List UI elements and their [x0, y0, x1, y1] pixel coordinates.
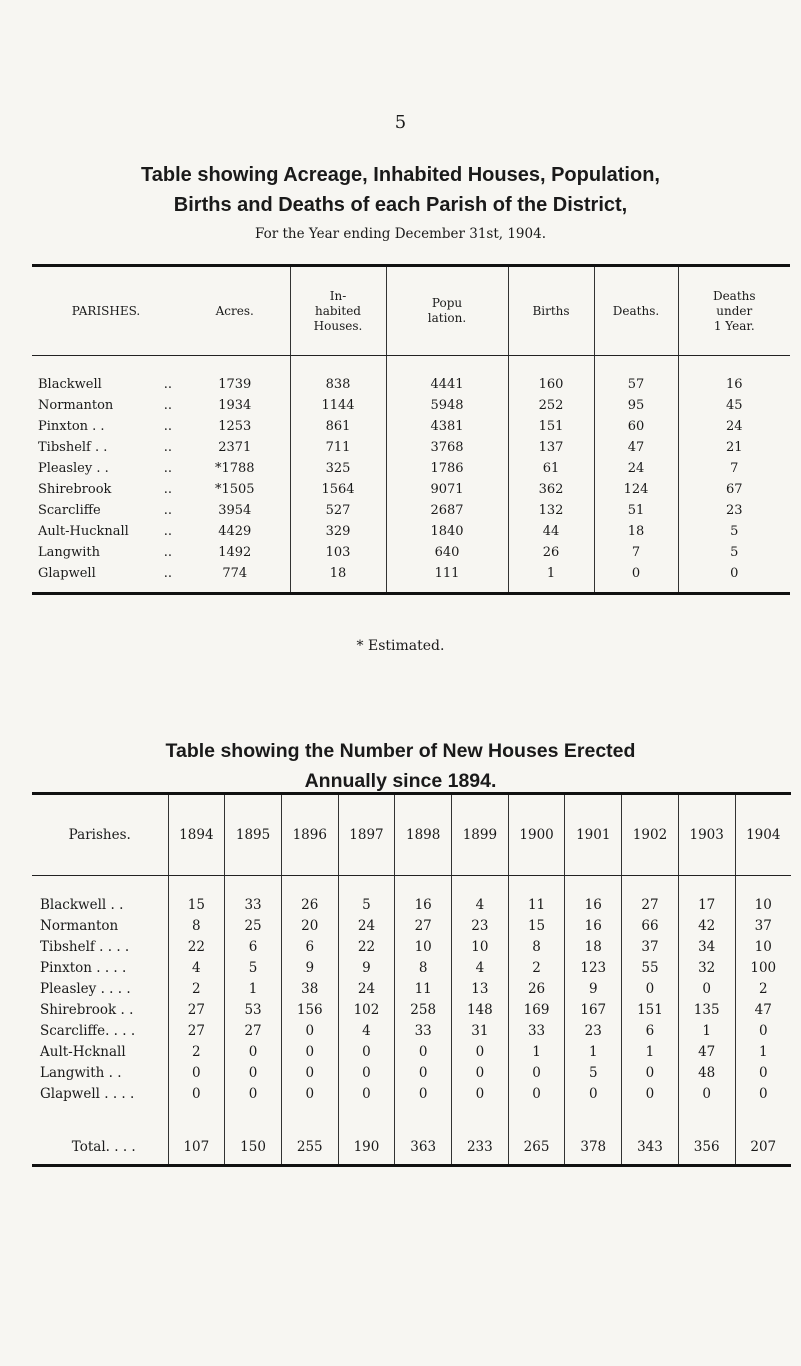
houses-erected-value: 55	[622, 957, 679, 978]
header-births: Births	[508, 266, 594, 356]
houses-erected-value: 1	[225, 978, 282, 999]
houses-erected-value: 27	[168, 1020, 225, 1041]
leader-dots: ..	[163, 419, 172, 434]
houses-erected-value: 6	[281, 936, 338, 957]
total-row	[32, 1130, 791, 1166]
parish-name: Blackwell	[38, 377, 102, 392]
houses-value: 325	[290, 458, 386, 479]
births-value: 160	[508, 356, 594, 396]
leader-dots: ..	[163, 503, 172, 518]
births-value: 137	[508, 437, 594, 458]
parish-name: Tibshelf . .	[38, 440, 108, 455]
houses-erected-value: 100	[735, 957, 791, 978]
houses-erected-value: 6	[225, 936, 282, 957]
spacer-cell	[32, 1104, 168, 1130]
houses-erected-value: 0	[395, 1062, 452, 1083]
table-row	[32, 500, 790, 521]
acres-value: 1739	[218, 377, 252, 392]
infant-deaths-value: 23	[678, 500, 790, 521]
leader-dots: ..	[163, 440, 172, 455]
deaths-value: 95	[594, 395, 678, 416]
table-row	[32, 356, 790, 396]
table-row	[32, 458, 790, 479]
population-value: 5948	[386, 395, 508, 416]
houses-erected-value: 2	[735, 978, 791, 999]
houses-erected-value: 2	[168, 1041, 225, 1062]
houses-erected-value: 1	[565, 1041, 622, 1062]
parish-name: Langwith . .	[40, 1064, 122, 1081]
parish-name: Glapwell . . . .	[40, 1085, 135, 1102]
houses-erected-value: 27	[395, 915, 452, 936]
houses-erected-value: 2	[168, 978, 225, 999]
new-houses-table	[32, 792, 791, 1167]
parish-name: Pleasley . .	[38, 461, 109, 476]
houses-erected-value: 33	[225, 876, 282, 916]
header-year: 1895	[225, 794, 282, 876]
houses-erected-value: 47	[735, 999, 791, 1020]
spacer-cell	[281, 1104, 338, 1130]
spacer-cell	[225, 1104, 282, 1130]
acres-value: 1934	[218, 398, 252, 413]
table1-title-line2: Births and Deaths of each Parish of the District,	[173, 194, 628, 216]
parish-name: Pinxton . .	[38, 419, 105, 434]
spacer-cell	[395, 1104, 452, 1130]
spacer-cell	[452, 1104, 509, 1130]
table-row	[32, 1062, 791, 1083]
houses-erected-value: 23	[565, 1020, 622, 1041]
houses-erected-value: 0	[508, 1083, 565, 1104]
houses-erected-value: 18	[565, 936, 622, 957]
houses-erected-value: 0	[225, 1083, 282, 1104]
leader-dots: ..	[163, 545, 172, 560]
houses-erected-value: 0	[452, 1062, 509, 1083]
houses-value: 18	[290, 563, 386, 594]
spacer-cell	[735, 1104, 791, 1130]
houses-erected-value: 0	[395, 1041, 452, 1062]
houses-value: 1564	[290, 479, 386, 500]
spacer-cell	[168, 1104, 225, 1130]
houses-erected-value: 0	[281, 1062, 338, 1083]
houses-erected-value: 151	[622, 999, 679, 1020]
houses-erected-value: 0	[565, 1083, 622, 1104]
houses-erected-value: 156	[281, 999, 338, 1020]
houses-erected-value: 9	[338, 957, 395, 978]
houses-erected-value: 48	[678, 1062, 735, 1083]
houses-erected-value: 10	[735, 936, 791, 957]
acres-value: 4429	[218, 524, 252, 539]
houses-erected-value: 38	[281, 978, 338, 999]
table-row	[32, 1083, 791, 1104]
houses-erected-value: 0	[225, 1041, 282, 1062]
total-value: 356	[678, 1130, 735, 1166]
houses-erected-value: 8	[168, 915, 225, 936]
houses-erected-value: 1	[508, 1041, 565, 1062]
parish-name: Pinxton . . . .	[40, 959, 127, 976]
header-year: 1901	[565, 794, 622, 876]
header-year: 1897	[338, 794, 395, 876]
header-year: 1903	[678, 794, 735, 876]
houses-erected-value: 2	[508, 957, 565, 978]
houses-erected-value: 4	[452, 876, 509, 916]
deaths-value: 0	[594, 563, 678, 594]
deaths-value: 51	[594, 500, 678, 521]
leader-dots: ..	[163, 566, 172, 581]
total-label: Total. . . .	[71, 1139, 136, 1155]
deaths-value: 124	[594, 479, 678, 500]
houses-erected-value: 0	[395, 1083, 452, 1104]
parish-name: Normanton	[40, 917, 119, 934]
houses-erected-value: 33	[508, 1020, 565, 1041]
parish-name: Scarcliffe	[38, 503, 101, 518]
table-row	[32, 978, 791, 999]
houses-erected-value: 0	[338, 1083, 395, 1104]
header-acres: Acres.	[180, 266, 290, 356]
births-value: 132	[508, 500, 594, 521]
houses-erected-value: 0	[281, 1020, 338, 1041]
total-value: 107	[168, 1130, 225, 1166]
houses-erected-value: 26	[281, 876, 338, 916]
total-value: 343	[622, 1130, 679, 1166]
infant-deaths-value: 24	[678, 416, 790, 437]
houses-erected-value: 16	[565, 876, 622, 916]
infant-deaths-value: 5	[678, 521, 790, 542]
header-year: 1899	[452, 794, 509, 876]
table-row	[32, 1041, 791, 1062]
births-value: 61	[508, 458, 594, 479]
table2-title	[0, 736, 801, 796]
population-value: 4381	[386, 416, 508, 437]
spacer-cell	[565, 1104, 622, 1130]
acres-value: 774	[222, 566, 248, 581]
houses-erected-value: 148	[452, 999, 509, 1020]
acres-value: *1788	[214, 461, 255, 476]
header-year: 1896	[281, 794, 338, 876]
houses-erected-value: 0	[622, 1083, 679, 1104]
births-value: 151	[508, 416, 594, 437]
houses-erected-value: 4	[168, 957, 225, 978]
total-value: 190	[338, 1130, 395, 1166]
table-row	[32, 1020, 791, 1041]
population-value: 111	[386, 563, 508, 594]
houses-erected-value: 0	[281, 1041, 338, 1062]
table-row	[32, 521, 790, 542]
houses-erected-value: 42	[678, 915, 735, 936]
leader-dots: ..	[163, 398, 172, 413]
houses-erected-value: 9	[565, 978, 622, 999]
houses-erected-value: 0	[168, 1083, 225, 1104]
houses-erected-value: 53	[225, 999, 282, 1020]
houses-erected-value: 27	[225, 1020, 282, 1041]
houses-erected-value: 66	[622, 915, 679, 936]
houses-erected-value: 1	[735, 1041, 791, 1062]
acres-value: 2371	[218, 440, 252, 455]
leader-dots: ..	[163, 482, 172, 497]
houses-erected-value: 11	[395, 978, 452, 999]
deaths-value: 24	[594, 458, 678, 479]
table2-header-row	[32, 794, 791, 876]
infant-deaths-value: 16	[678, 356, 790, 396]
houses-erected-value: 1	[622, 1041, 679, 1062]
houses-value: 838	[290, 356, 386, 396]
births-value: 26	[508, 542, 594, 563]
houses-erected-value: 4	[338, 1020, 395, 1041]
population-value: 640	[386, 542, 508, 563]
table2-title-line2: Annually since 1894.	[304, 770, 497, 792]
header-year: 1900	[508, 794, 565, 876]
header-inhabited-houses: In- habited Houses.	[290, 266, 386, 356]
header-year: 1898	[395, 794, 452, 876]
houses-erected-value: 15	[508, 915, 565, 936]
houses-erected-value: 123	[565, 957, 622, 978]
header-year: 1902	[622, 794, 679, 876]
houses-erected-value: 17	[678, 876, 735, 916]
houses-erected-value: 15	[168, 876, 225, 916]
spacer-cell	[338, 1104, 395, 1130]
houses-erected-value: 25	[225, 915, 282, 936]
parish-name: Langwith	[38, 545, 100, 560]
houses-erected-value: 135	[678, 999, 735, 1020]
population-value: 1786	[386, 458, 508, 479]
houses-erected-value: 10	[452, 936, 509, 957]
footnote-estimated: * Estimated.	[356, 638, 445, 654]
total-value: 255	[281, 1130, 338, 1166]
table2-title-line1: Table showing the Number of New Houses Erected	[165, 740, 636, 762]
houses-erected-value: 20	[281, 915, 338, 936]
houses-erected-value: 0	[338, 1062, 395, 1083]
parish-name: Ault-Hucknall	[38, 524, 129, 539]
houses-erected-value: 0	[338, 1041, 395, 1062]
houses-erected-value: 0	[168, 1062, 225, 1083]
houses-erected-value: 1	[678, 1020, 735, 1041]
deaths-value: 47	[594, 437, 678, 458]
houses-erected-value: 37	[622, 936, 679, 957]
houses-erected-value: 8	[395, 957, 452, 978]
houses-erected-value: 32	[678, 957, 735, 978]
houses-value: 711	[290, 437, 386, 458]
houses-erected-value: 10	[735, 876, 791, 916]
infant-deaths-value: 7	[678, 458, 790, 479]
houses-erected-value: 13	[452, 978, 509, 999]
parish-name: Blackwell . .	[40, 896, 124, 913]
header-parishes: Parishes.	[32, 794, 168, 876]
houses-erected-value: 37	[735, 915, 791, 936]
table-row	[32, 999, 791, 1020]
houses-erected-value: 167	[565, 999, 622, 1020]
table1-header-row	[32, 266, 790, 356]
table-row	[32, 936, 791, 957]
leader-dots: ..	[163, 461, 172, 476]
infant-deaths-value: 21	[678, 437, 790, 458]
parish-name: Scarcliffe. . . .	[40, 1022, 136, 1039]
page-number: 5	[394, 112, 407, 133]
houses-erected-value: 0	[452, 1041, 509, 1062]
header-year: 1904	[735, 794, 791, 876]
total-value: 207	[735, 1130, 791, 1166]
table-row	[32, 876, 791, 916]
leader-dots: ..	[163, 524, 172, 539]
table1-title	[0, 160, 801, 220]
houses-erected-value: 34	[678, 936, 735, 957]
spacer-row	[32, 1104, 791, 1130]
acres-value: 1492	[218, 545, 252, 560]
table-row	[32, 416, 790, 437]
houses-erected-value: 4	[452, 957, 509, 978]
houses-erected-value: 0	[735, 1083, 791, 1104]
parish-name: Ault-Hcknall	[40, 1043, 126, 1060]
houses-erected-value: 8	[508, 936, 565, 957]
acres-value: 3954	[218, 503, 252, 518]
parish-name: Normanton	[38, 398, 114, 413]
acres-value: *1505	[214, 482, 255, 497]
houses-erected-value: 0	[622, 978, 679, 999]
houses-value: 329	[290, 521, 386, 542]
houses-erected-value: 0	[452, 1083, 509, 1104]
table-row	[32, 395, 790, 416]
houses-value: 1144	[290, 395, 386, 416]
table-row	[32, 957, 791, 978]
table-row	[32, 437, 790, 458]
houses-erected-value: 5	[338, 876, 395, 916]
parish-name: Glapwell	[38, 566, 96, 581]
population-value: 3768	[386, 437, 508, 458]
houses-erected-value: 6	[622, 1020, 679, 1041]
header-deaths: Deaths.	[594, 266, 678, 356]
houses-erected-value: 169	[508, 999, 565, 1020]
infant-deaths-value: 67	[678, 479, 790, 500]
houses-erected-value: 11	[508, 876, 565, 916]
houses-erected-value: 0	[735, 1020, 791, 1041]
infant-deaths-value: 5	[678, 542, 790, 563]
deaths-value: 18	[594, 521, 678, 542]
houses-erected-value: 102	[338, 999, 395, 1020]
houses-erected-value: 5	[565, 1062, 622, 1083]
houses-value: 527	[290, 500, 386, 521]
houses-erected-value: 27	[168, 999, 225, 1020]
houses-erected-value: 10	[395, 936, 452, 957]
houses-erected-value: 9	[281, 957, 338, 978]
houses-erected-value: 0	[622, 1062, 679, 1083]
table1-title-line1: Table showing Acreage, Inhabited Houses, Population,	[141, 164, 660, 186]
houses-erected-value: 16	[565, 915, 622, 936]
header-parishes: PARISHES.	[32, 266, 180, 356]
houses-erected-value: 47	[678, 1041, 735, 1062]
parish-name: Pleasley . . . .	[40, 980, 131, 997]
houses-value: 861	[290, 416, 386, 437]
parish-name: Shirebrook . .	[40, 1001, 134, 1018]
header-year: 1894	[168, 794, 225, 876]
parish-name: Shirebrook	[38, 482, 112, 497]
houses-erected-value: 31	[452, 1020, 509, 1041]
houses-erected-value: 258	[395, 999, 452, 1020]
population-value: 9071	[386, 479, 508, 500]
houses-erected-value: 0	[508, 1062, 565, 1083]
births-value: 362	[508, 479, 594, 500]
houses-value: 103	[290, 542, 386, 563]
total-value: 265	[508, 1130, 565, 1166]
infant-deaths-value: 0	[678, 563, 790, 594]
houses-erected-value: 0	[225, 1062, 282, 1083]
population-value: 2687	[386, 500, 508, 521]
population-value: 1840	[386, 521, 508, 542]
houses-erected-value: 26	[508, 978, 565, 999]
deaths-value: 7	[594, 542, 678, 563]
header-population: Popu lation.	[386, 266, 508, 356]
houses-erected-value: 24	[338, 978, 395, 999]
births-value: 44	[508, 521, 594, 542]
parish-name: Tibshelf . . . .	[40, 938, 130, 955]
parish-statistics-table	[32, 264, 790, 595]
population-value: 4441	[386, 356, 508, 396]
leader-dots: ..	[163, 377, 172, 392]
spacer-cell	[622, 1104, 679, 1130]
houses-erected-value: 5	[225, 957, 282, 978]
houses-erected-value: 22	[168, 936, 225, 957]
header-deaths-under-1: Deaths under 1 Year.	[678, 266, 790, 356]
houses-erected-value: 0	[281, 1083, 338, 1104]
total-value: 150	[225, 1130, 282, 1166]
houses-erected-value: 16	[395, 876, 452, 916]
table1-subtitle: For the Year ending December 31st, 1904.	[255, 226, 546, 242]
total-value: 378	[565, 1130, 622, 1166]
houses-erected-value: 0	[678, 978, 735, 999]
spacer-cell	[678, 1104, 735, 1130]
houses-erected-value: 23	[452, 915, 509, 936]
births-value: 252	[508, 395, 594, 416]
acres-value: 1253	[218, 419, 252, 434]
houses-erected-value: 22	[338, 936, 395, 957]
houses-erected-value: 0	[735, 1062, 791, 1083]
total-value: 233	[452, 1130, 509, 1166]
infant-deaths-value: 45	[678, 395, 790, 416]
table-row	[32, 915, 791, 936]
houses-erected-value: 24	[338, 915, 395, 936]
table-row	[32, 542, 790, 563]
total-value: 363	[395, 1130, 452, 1166]
houses-erected-value: 0	[678, 1083, 735, 1104]
spacer-cell	[508, 1104, 565, 1130]
houses-erected-value: 33	[395, 1020, 452, 1041]
table-row	[32, 563, 790, 594]
houses-erected-value: 27	[622, 876, 679, 916]
table-row	[32, 479, 790, 500]
births-value: 1	[508, 563, 594, 594]
deaths-value: 57	[594, 356, 678, 396]
deaths-value: 60	[594, 416, 678, 437]
